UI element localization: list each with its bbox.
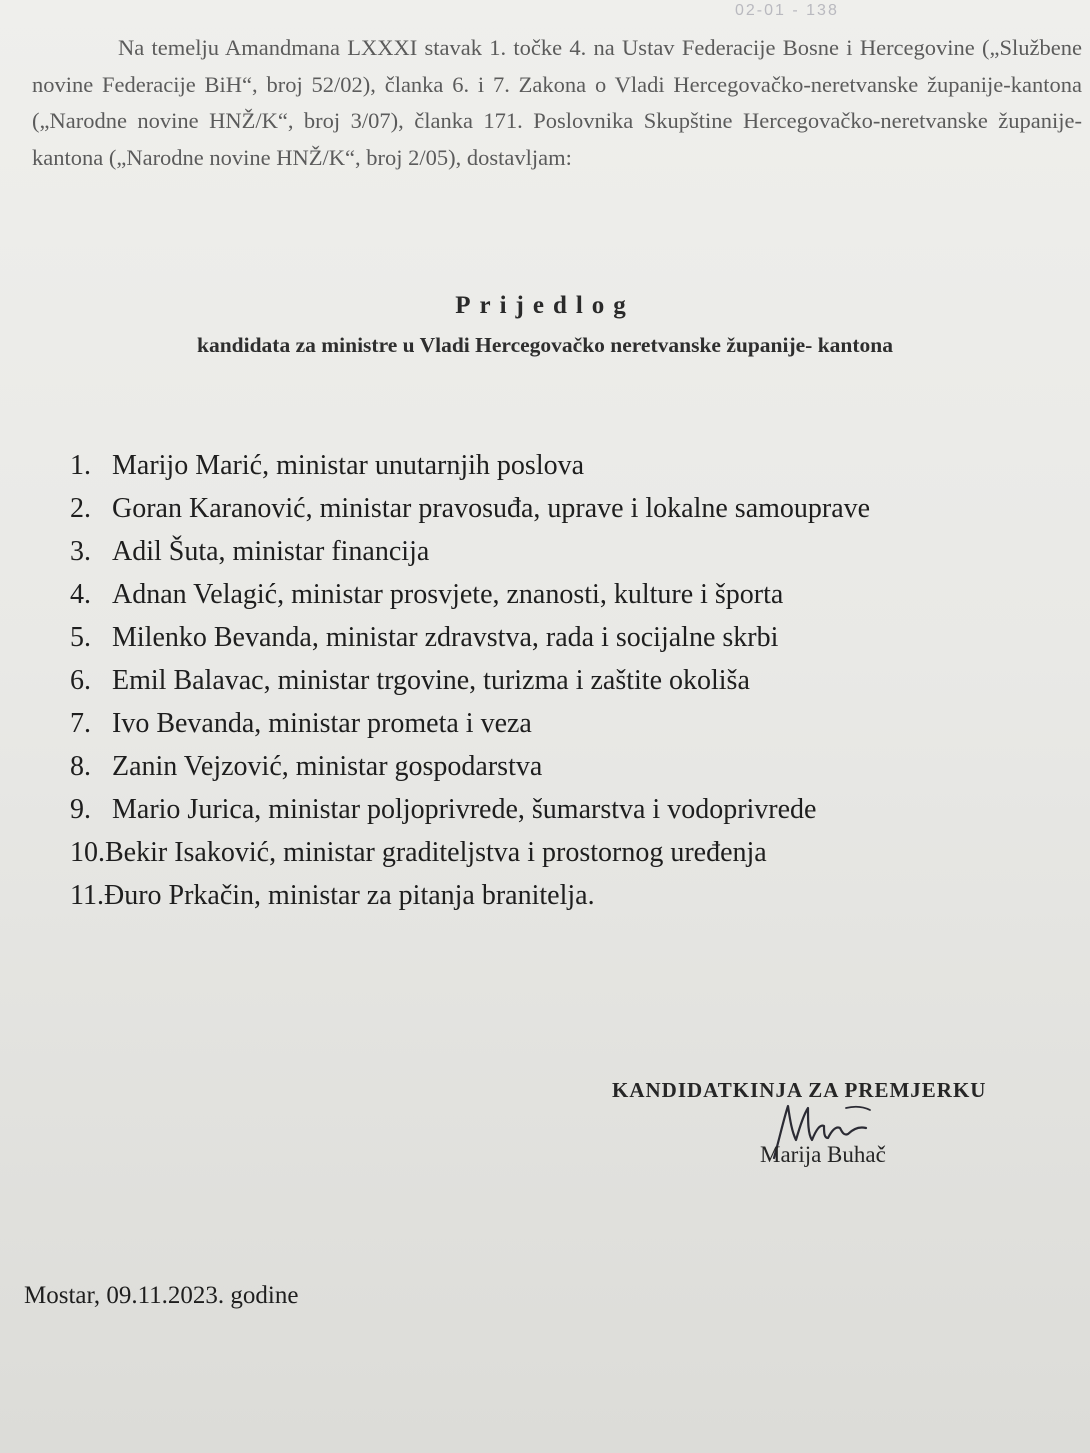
list-item-number: 8. (70, 751, 91, 782)
signatory-name: Marija Buhač (760, 1142, 886, 1167)
list-item-number: 2. (70, 493, 91, 524)
registry-stamp-mark: 02-01 - 138 (735, 2, 839, 19)
list-item (70, 444, 870, 487)
list-item (70, 745, 870, 788)
list-item-text: Zanin Vejzović, ministar gospodarstva (112, 751, 543, 782)
intro-paragraph: Na temelju Amandmana LXXXI stavak 1. točke 4. na Ustav Federacije Bosne i Hercegovine („Službene novine Federacije BiH“, broj 52/02), članka 6. i 7. Zakona o Vladi Hercegovačko-neretvanske županije-kantona („Narodne novine HNŽ/K“, broj 3/07), članka 171. Poslovnika Skupštine Hercegovačko-neretvanske županije-kantona („Narodne novine HNŽ/K“, broj 2/05), dostavljam: (32, 35, 1082, 170)
list-item-number: 10. (70, 837, 105, 868)
list-item (70, 487, 870, 530)
list-item (70, 874, 870, 917)
document-subtitle: kandidata za ministre u Vladi Hercegovačko neretvanske županije- kantona (196, 333, 893, 357)
list-item (70, 530, 870, 573)
list-item-text: Marijo Marić, ministar unutarnjih poslova (112, 450, 585, 481)
list-item-number: 5. (70, 622, 91, 653)
list-item (70, 788, 870, 831)
list-item-number: 9. (70, 794, 91, 825)
list-item (70, 573, 870, 616)
place-and-date: Mostar, 09.11.2023. godine (24, 1282, 299, 1309)
list-item-text: Goran Karanović, ministar pravosuđa, uprave i lokalne samouprave (112, 493, 871, 524)
list-item-text: Milenko Bevanda, ministar zdravstva, rada i socijalne skrbi (112, 622, 779, 653)
signature-title: KANDIDATKINJA ZA PREMJERKU (612, 1078, 987, 1102)
list-item-number: 6. (70, 665, 91, 696)
list-item-text: Bekir Isaković, ministar graditeljstva i prostornog uređenja (105, 837, 767, 868)
list-item (70, 616, 870, 659)
list-item-text: Adnan Velagić, ministar prosvjete, znanosti, kulture i športa (112, 579, 784, 610)
list-item-text: Emil Balavac, ministar trgovine, turizma i zaštite okoliša (112, 665, 750, 696)
list-item-number: 7. (70, 708, 91, 739)
list-item (70, 831, 870, 874)
list-item-number: 11. (70, 880, 104, 911)
list-item-text: Đuro Prkačin, ministar za pitanja branitelja. (103, 880, 595, 911)
candidate-list (70, 444, 870, 917)
list-item-number: 4. (70, 579, 91, 610)
list-item-text: Mario Jurica, ministar poljoprivrede, šumarstva i vodoprivrede (112, 794, 817, 825)
list-item (70, 659, 870, 702)
list-item-number: 3. (70, 536, 91, 567)
document-title: Prijedlog (455, 292, 635, 319)
list-item-text: Adil Šuta, ministar financija (112, 536, 430, 567)
list-item-number: 1. (70, 450, 91, 481)
list-item (70, 702, 870, 745)
list-item-text: Ivo Bevanda, ministar prometa i veza (112, 708, 532, 739)
signature-block (612, 1078, 1052, 1167)
